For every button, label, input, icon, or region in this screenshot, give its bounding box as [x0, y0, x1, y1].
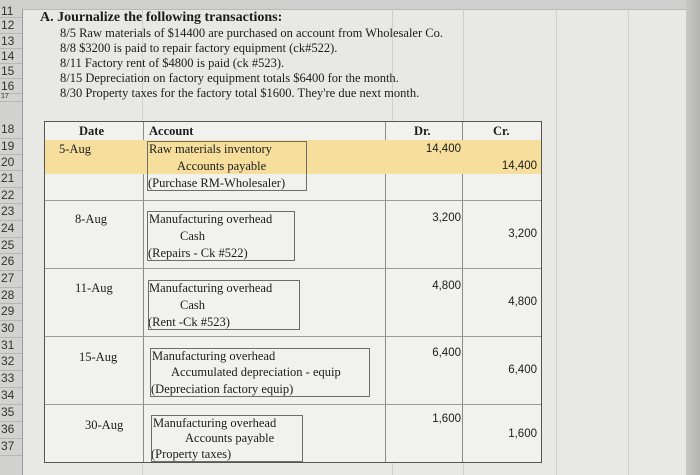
- debit-amount[interactable]: 3,200: [432, 212, 461, 224]
- entry-note[interactable]: (Purchase RM-Wholesaler): [148, 176, 286, 190]
- credit-account[interactable]: Accumulated depreciation - equip: [171, 365, 341, 379]
- credit-amount[interactable]: 6,400: [508, 364, 537, 376]
- credit-amount[interactable]: 3,200: [508, 228, 537, 240]
- row-header[interactable]: 19: [0, 139, 22, 155]
- entry-date[interactable]: 8-Aug: [75, 212, 107, 226]
- row-header[interactable]: 31: [0, 338, 22, 354]
- window-edge: [686, 0, 700, 475]
- credit-amount[interactable]: 14,400: [501, 160, 537, 172]
- transaction-line: 8/11 Factory rent of $4800 is paid (ck #523).: [60, 56, 285, 70]
- row-header[interactable]: 18: [0, 122, 22, 139]
- transaction-line: 8/30 Property taxes for the factory total $1600. They're due next month.: [60, 86, 420, 100]
- entry-date[interactable]: 15-Aug: [79, 350, 118, 364]
- entry-date[interactable]: 5-Aug: [59, 142, 91, 156]
- transaction-line: 8/15 Depreciation on factory equipment totals $6400 for the month.: [60, 71, 399, 85]
- row-header[interactable]: 26: [0, 254, 22, 271]
- row-header[interactable]: 17: [0, 94, 22, 102]
- problem-title: A. Journalize the following transactions:: [40, 10, 283, 25]
- debit-amount[interactable]: 4,800: [432, 280, 461, 292]
- row-header[interactable]: 34: [0, 388, 22, 405]
- credit-account[interactable]: Cash: [180, 298, 205, 312]
- row-header[interactable]: 23: [0, 204, 22, 221]
- debit-amount[interactable]: 1,600: [432, 413, 461, 425]
- debit-account[interactable]: Manufacturing overhead: [152, 349, 276, 363]
- credit-amount[interactable]: 4,800: [508, 296, 537, 308]
- row-header[interactable]: 25: [0, 238, 22, 254]
- entry-note[interactable]: (Property taxes): [151, 447, 232, 461]
- header-account: Account: [149, 124, 194, 138]
- column-header-strip: [0, 0, 700, 10]
- entry-note[interactable]: (Rent -Ck #523): [148, 315, 230, 329]
- credit-account[interactable]: Cash: [180, 229, 205, 243]
- header-date: Date: [79, 124, 104, 138]
- row-header[interactable]: 32: [0, 354, 22, 371]
- row-header[interactable]: 37: [0, 439, 22, 456]
- debit-account[interactable]: Manufacturing overhead: [149, 212, 273, 226]
- row-header[interactable]: 13: [0, 34, 22, 49]
- credit-account[interactable]: Accounts payable: [185, 431, 275, 445]
- header-cr: Cr.: [493, 124, 510, 138]
- row-header[interactable]: 29: [0, 304, 22, 321]
- row-header[interactable]: 28: [0, 288, 22, 304]
- debit-account[interactable]: Manufacturing overhead: [149, 281, 273, 295]
- row-header[interactable]: 15: [0, 64, 22, 79]
- row-header[interactable]: 33: [0, 371, 22, 388]
- row-header[interactable]: 30: [0, 321, 22, 338]
- journal-table: [44, 121, 542, 463]
- row-header[interactable]: 21: [0, 171, 22, 188]
- row-header[interactable]: 35: [0, 405, 22, 422]
- debit-account[interactable]: Raw materials inventory: [149, 142, 272, 156]
- row-header[interactable]: 36: [0, 422, 22, 439]
- debit-amount[interactable]: 6,400: [432, 347, 461, 359]
- debit-account[interactable]: Manufacturing overhead: [153, 416, 277, 430]
- entry-date[interactable]: 30-Aug: [85, 418, 124, 432]
- entry-note[interactable]: (Repairs - Ck #522): [148, 246, 248, 260]
- entry-date[interactable]: 11-Aug: [75, 281, 113, 295]
- row-header[interactable]: 24: [0, 221, 22, 238]
- row-header[interactable]: 27: [0, 271, 22, 288]
- credit-account[interactable]: Accounts payable: [177, 159, 267, 173]
- debit-amount[interactable]: 14,400: [425, 143, 461, 155]
- row-headers: [0, 4, 23, 475]
- row-header[interactable]: 12: [0, 18, 22, 34]
- row-header[interactable]: 20: [0, 155, 22, 171]
- row-header[interactable]: 14: [0, 49, 22, 64]
- row-header[interactable]: 11: [0, 4, 22, 18]
- row-header[interactable]: 16: [0, 79, 22, 94]
- header-dr: Dr.: [414, 124, 431, 138]
- problem-statement: [40, 10, 680, 101]
- row-header[interactable]: 22: [0, 188, 22, 204]
- transaction-line: 8/8 $3200 is paid to repair factory equipment (ck#522).: [60, 41, 338, 55]
- transaction-line: 8/5 Raw materials of $14400 are purchased on account from Wholesaler Co.: [60, 26, 443, 40]
- entry-note[interactable]: (Depreciation factory equip): [151, 382, 294, 396]
- credit-amount[interactable]: 1,600: [508, 428, 537, 440]
